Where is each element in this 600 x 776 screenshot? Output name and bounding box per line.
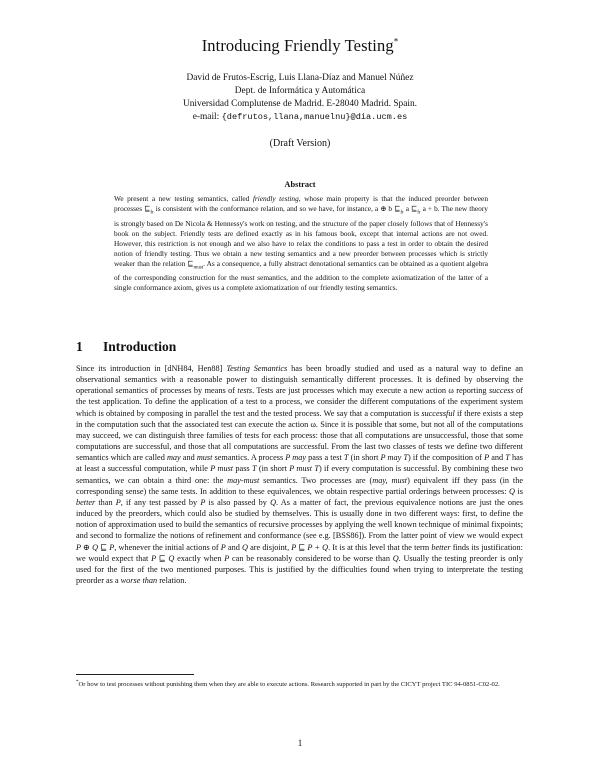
section-heading bbox=[76, 339, 176, 355]
author-block bbox=[0, 72, 600, 124]
author-names: David de Frutos-Escrig, Luis Llana-Díaz and Manuel Núñez bbox=[186, 73, 414, 83]
university: Universidad Complutense de Madrid. E-28040 Madrid. Spain. bbox=[182, 99, 418, 109]
body-paragraph: Since its introduction in [dNH84, Hen88] Testing Semantics has been broadly studied and used as a natural way to define an observational semantics with a reasonable power to distinguish semantically different processes. It is defined by observing the operational semantics of processes by means of tests. Tests are just processes which may execute a new action ω reporting success of the test application. To define the application of a test to a process, we consider the different computations of the experiment system which is obtained by composing in parallel the test and the tested process. We say that a computation is successful if there exists a step in the computation such that the associated test can execute the action ω. Since it is possible that some, but not all of the computations may succeed, we can distinguish three families of tests for each process: those that all computations are unsuccessful, those that some computations are successful, and those that all computations are successful. From the last two classes of tests we define two different semantics which are called may and must semantics. A process P may pass a test T (in short P may T) if the composition of P and T has at least a successful computation, while P must pass T (in short P must T) if every computation is successful. By combining these two semantics, we can obtain a third one: the may-must semantics. Two processes are (may, must) equivalent iff they pass (in the corresponding sense) the same tests. In addition to these equivalences, we obtain respective partial orderings between processes: Q is better than P, if any test passed by P is also passed by Q. As a matter of fact, the previous equivalence notions are just the ones induced by the preorders, which could also be studied by themselves. This is usually done in two different ways: first, to define the notion of approximation used to build the semantics of recursive processes by applying the well known technique of minimal fixpoints; and second to formalize the notions of refinement and conformance (see e.g. [BSS86]). From the latter point of view we would expect P ⊕ Q ⊑ P, whenever the initial actions of P and Q are disjoint, P ⊑ P + Q. It is at this level that the term better finds its justification: we would expect that P ⊑ Q exactly when P can be reasonably considered to be worse than Q. Usually the testing preorder is only used for the first of the two mentioned purposes. This is justified by the difficulties found when trying to interpretate the testing preorder as a worse than relation. bbox=[76, 364, 524, 585]
section-title: Introduction bbox=[103, 339, 177, 354]
title-footnote-marker: * bbox=[393, 36, 399, 47]
email-label: e-mail: bbox=[192, 112, 220, 122]
footnote-rule bbox=[76, 674, 194, 675]
paper-title bbox=[0, 36, 600, 56]
email-address: {defrutos,llana,manuelnu}@dia.ucm.es bbox=[221, 112, 408, 122]
section-number: 1 bbox=[76, 339, 83, 354]
abstract-heading: Abstract bbox=[284, 180, 316, 189]
email-line bbox=[0, 111, 600, 124]
title-text: Introducing Friendly Testing bbox=[201, 36, 394, 55]
department: Dept. de Informática y Automática bbox=[234, 86, 366, 96]
draft-note: (Draft Version) bbox=[269, 138, 331, 149]
footnote bbox=[76, 678, 523, 689]
abstract-text: We present a new testing semantics, called friendly testing, whose main property is that the induced preorder between processes $⊑_{fr}$ is consistent with the conformance relation, and so we have, for instance, a ⊕ b $⊑_{fr}$ a $⊑_{fr}$ a + b. The new theory is strongly based on De Nicola & Hennessy's work on testing, and the structure of the paper closely follows that of Hennessy's book on the subject. Friendly tests are defined exactly as in his famous book, except that internal actions are not owed. However, this restriction is not enough and we also have to relax the conditions to pass a test in order to obtain the desired notion of friendly testing. Thus we obtain a new testing semantics and a new preorder between processes which is strictly weaker than the relation $⊑_{must}$. As a consequence, a fully abstract denotational semantics can be obtained as a quotient algebra of the corresponding construction for the must semantics, and the addition to the complete axiomatization of the latter of a single conformance axiom, gives us a complete axiomatization of our friendly testing semantics. bbox=[114, 194, 488, 293]
body-text bbox=[76, 363, 523, 586]
footnote-marker: * bbox=[76, 680, 79, 685]
page-number: 1 bbox=[297, 738, 303, 748]
footnote-text: Or how to test processes without punishing them when they are able to execute actions. Research supported in part by the CICYT project TIC 94-0851-C02-02. bbox=[78, 681, 500, 689]
